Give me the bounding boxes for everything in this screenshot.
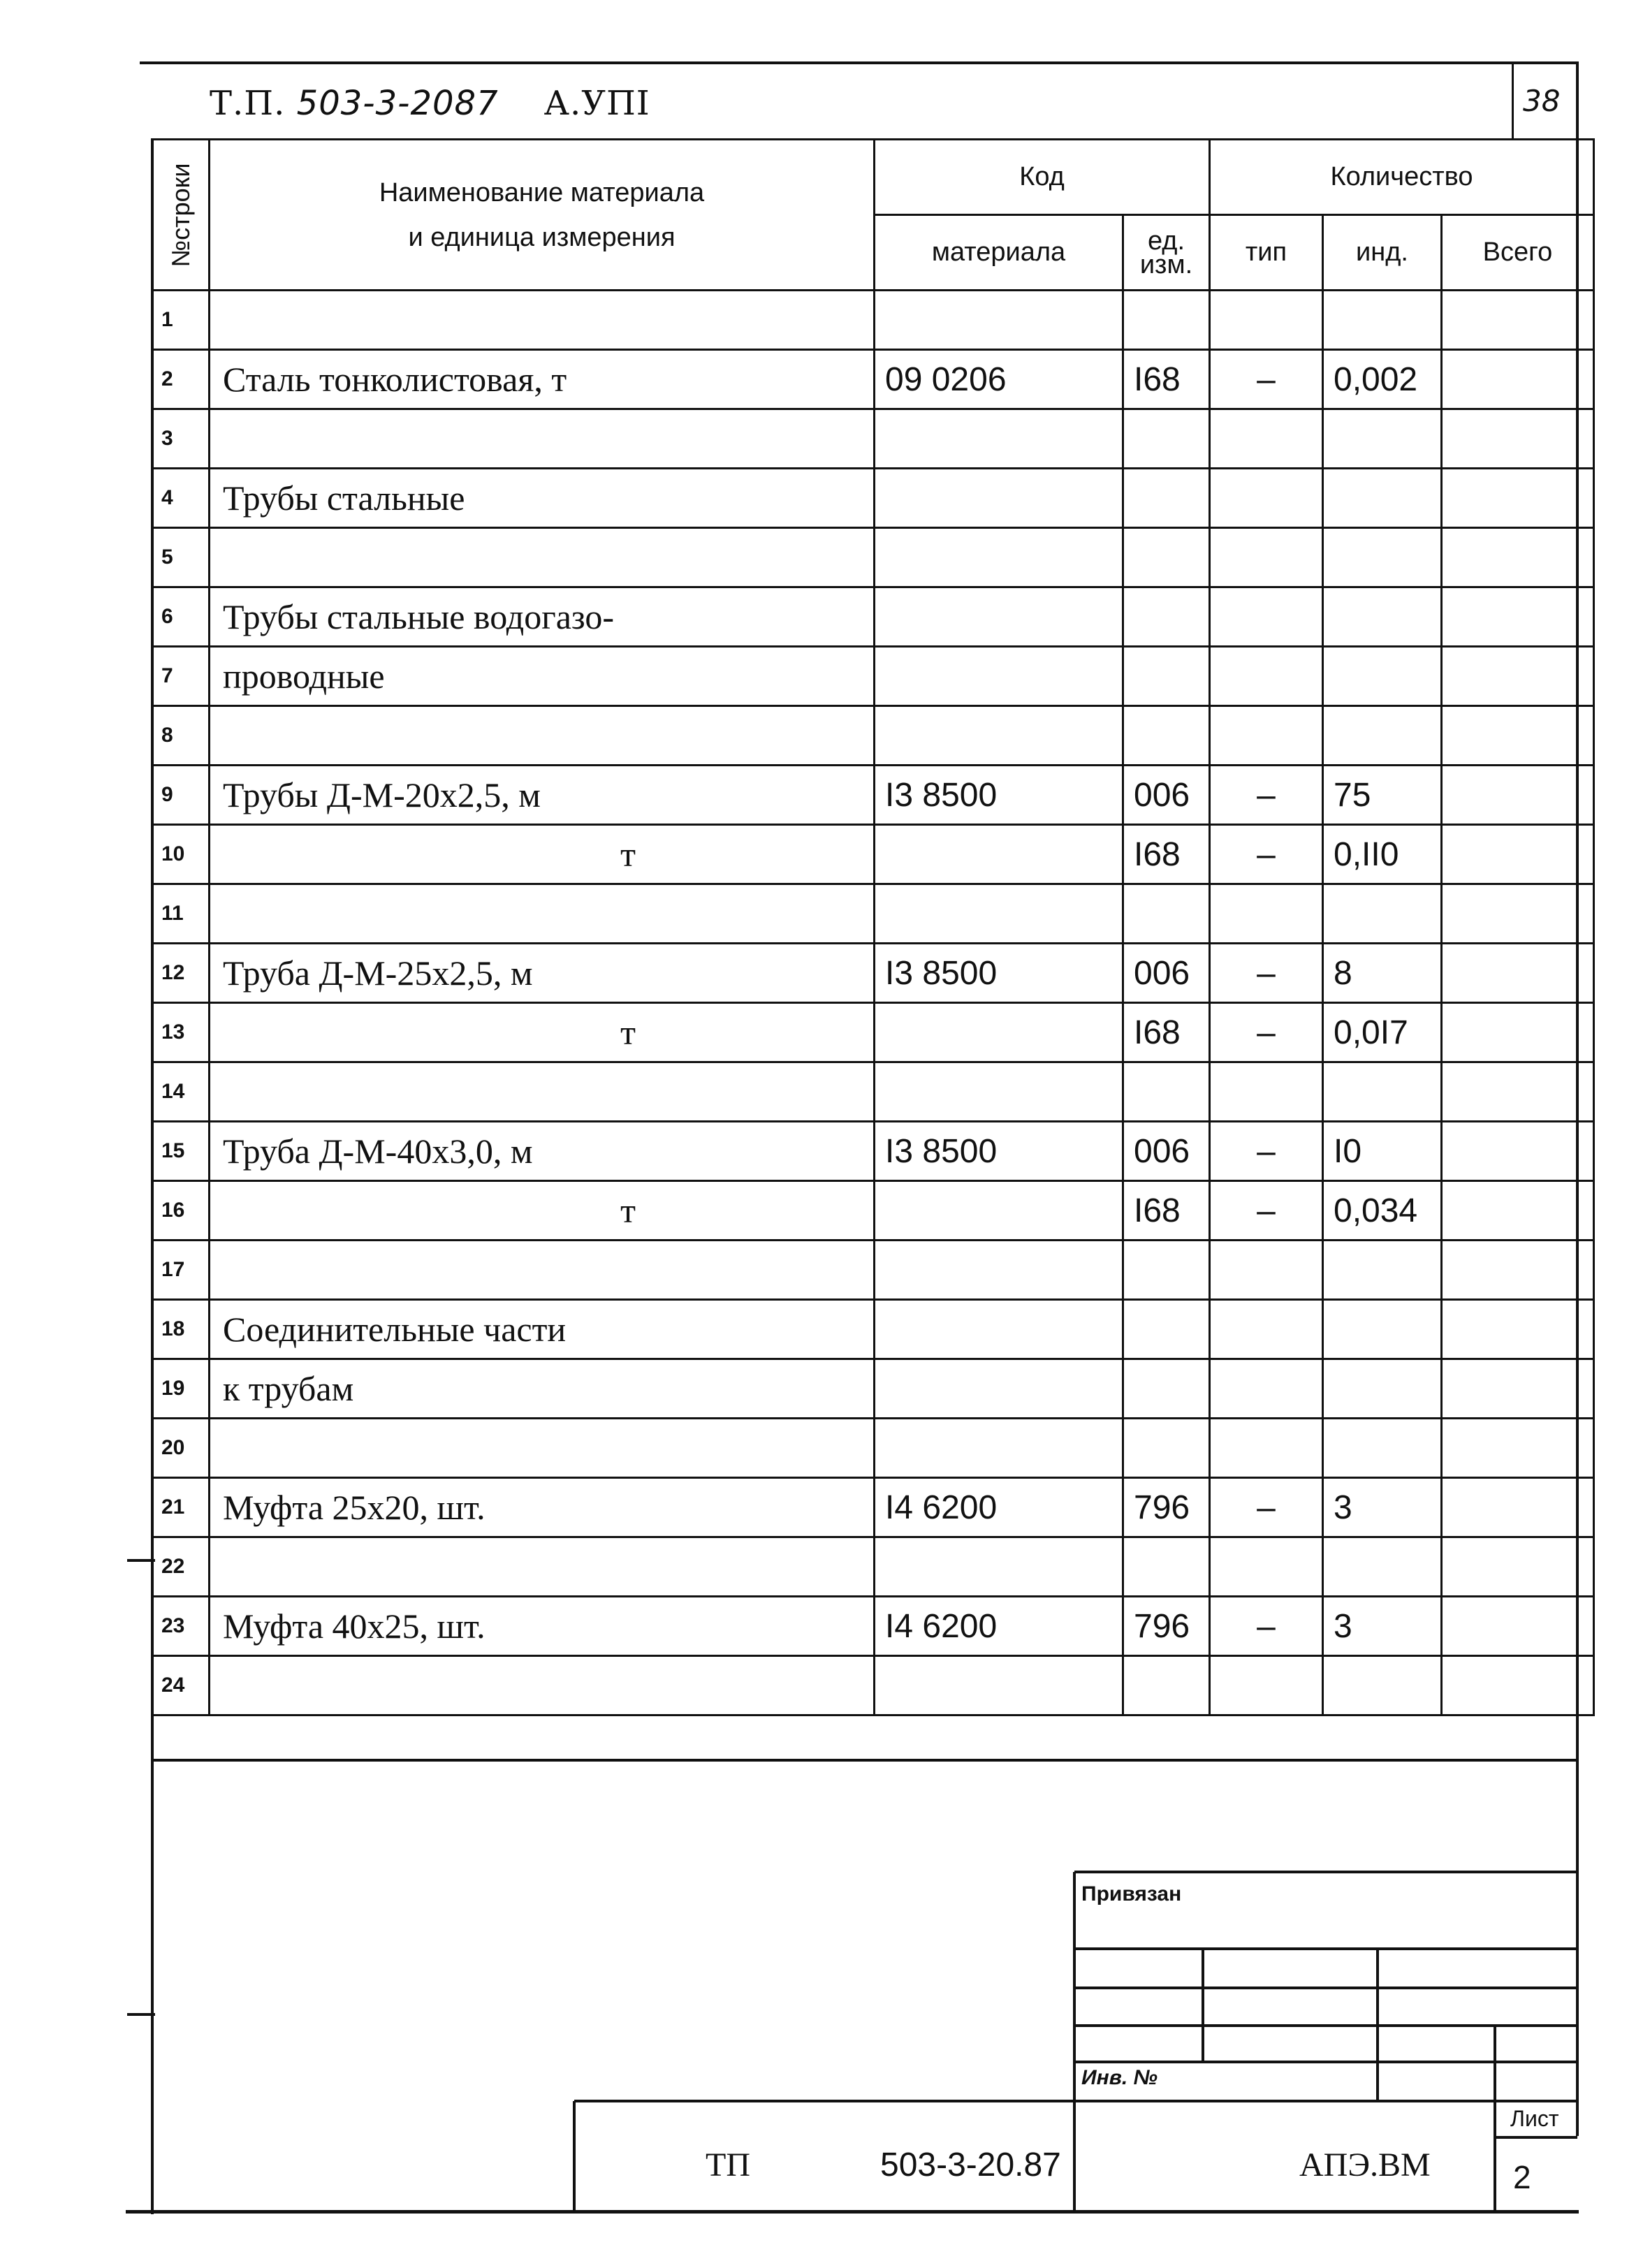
row-number: 3 <box>152 409 210 469</box>
row-number: 1 <box>152 291 210 350</box>
row-number: 7 <box>152 647 210 706</box>
material-name: т <box>210 1003 875 1062</box>
material-name: т <box>210 1181 875 1241</box>
row-number: 2 <box>152 350 210 409</box>
unit-code: I68 <box>1123 825 1210 884</box>
header-type: тип <box>1210 215 1323 291</box>
qty-type: – <box>1210 350 1323 409</box>
header-row-number: №строки <box>152 140 210 291</box>
qty-ind: I0 <box>1323 1122 1442 1181</box>
material-code: I4 6200 <box>875 1597 1123 1656</box>
qty-type: – <box>1210 1181 1323 1241</box>
stamp-project-number: 503-3-20.87 <box>880 2146 1061 2183</box>
row-number: 16 <box>152 1181 210 1241</box>
material-code: I3 8500 <box>875 766 1123 825</box>
qty-ind: 3 <box>1323 1597 1442 1656</box>
row-number: 24 <box>152 1656 210 1715</box>
material-name: к трубам <box>210 1359 875 1419</box>
material-code: I4 6200 <box>875 1478 1123 1537</box>
unit-code: 006 <box>1123 766 1210 825</box>
doc-prefix: Т.П. <box>210 84 286 123</box>
qty-ind: 8 <box>1323 944 1442 1003</box>
unit-code: 796 <box>1123 1478 1210 1537</box>
material-name: Трубы стальные водогазо- <box>210 587 875 647</box>
row-number: 9 <box>152 766 210 825</box>
material-name: Соединительные части <box>210 1300 875 1359</box>
unit-code: 006 <box>1123 1122 1210 1181</box>
material-name: Сталь тонколистовая, т <box>210 350 875 409</box>
row-number: 5 <box>152 528 210 587</box>
stamp-attached-label: Привязан <box>1081 1882 1182 1905</box>
row-number: 4 <box>152 469 210 528</box>
row-number: 13 <box>152 1003 210 1062</box>
unit-code: I68 <box>1123 1003 1210 1062</box>
header-material: материала <box>875 215 1123 291</box>
qty-ind: 3 <box>1323 1478 1442 1537</box>
qty-ind: 0,034 <box>1323 1181 1442 1241</box>
material-name: Труба Д-М-25х2,5, м <box>210 944 875 1003</box>
header-code: Код <box>875 140 1210 215</box>
qty-type: – <box>1210 766 1323 825</box>
row-number: 10 <box>152 825 210 884</box>
header-ind: инд. <box>1323 215 1442 291</box>
qty-ind: 0,0I7 <box>1323 1003 1442 1062</box>
stamp-document-code: АПЭ.ВМ <box>1299 2146 1431 2183</box>
row-number: 15 <box>152 1122 210 1181</box>
stamp-sheet-value: 2 <box>1513 2159 1531 2195</box>
material-name: Муфта 25х20, шт. <box>210 1478 875 1537</box>
material-code: 09 0206 <box>875 350 1123 409</box>
row-number: 6 <box>152 587 210 647</box>
row-number: 20 <box>152 1419 210 1478</box>
row-number: 11 <box>152 884 210 944</box>
qty-type: – <box>1210 1597 1323 1656</box>
sheet-number: 38 <box>1523 84 1561 118</box>
header-quantity: Количество <box>1210 140 1594 215</box>
material-code: I3 8500 <box>875 944 1123 1003</box>
row-number: 19 <box>152 1359 210 1419</box>
row-number: 14 <box>152 1062 210 1122</box>
row-number: 23 <box>152 1597 210 1656</box>
qty-ind: 0,II0 <box>1323 825 1442 884</box>
material-name: Трубы стальные <box>210 469 875 528</box>
doc-number: 503-3-2087 <box>296 84 499 123</box>
material-name: т <box>210 825 875 884</box>
qty-type: – <box>1210 944 1323 1003</box>
material-code: I3 8500 <box>875 1122 1123 1181</box>
unit-code: I68 <box>1123 1181 1210 1241</box>
stamp-sheet-label: Лист <box>1510 2106 1559 2131</box>
qty-ind: 75 <box>1323 766 1442 825</box>
header-name: Наименование материала и единица измерения <box>210 140 875 291</box>
material-name: Труба Д-М-40х3,0, м <box>210 1122 875 1181</box>
header-unit: ед. изм. <box>1123 215 1210 291</box>
qty-ind: 0,002 <box>1323 350 1442 409</box>
qty-type: – <box>1210 825 1323 884</box>
row-number: 8 <box>152 706 210 766</box>
row-number: 17 <box>152 1241 210 1300</box>
material-name: Муфта 40х25, шт. <box>210 1597 875 1656</box>
material-name: проводные <box>210 647 875 706</box>
qty-type: – <box>1210 1003 1323 1062</box>
qty-type: – <box>1210 1478 1323 1537</box>
material-name: Трубы Д-М-20х2,5, м <box>210 766 875 825</box>
row-number: 21 <box>152 1478 210 1537</box>
header-total: Всего <box>1442 215 1594 291</box>
album-code: А.УПI <box>543 84 650 123</box>
unit-code: I68 <box>1123 350 1210 409</box>
unit-code: 796 <box>1123 1597 1210 1656</box>
qty-type: – <box>1210 1122 1323 1181</box>
row-number: 12 <box>152 944 210 1003</box>
row-number: 18 <box>152 1300 210 1359</box>
unit-code: 006 <box>1123 944 1210 1003</box>
row-number: 22 <box>152 1537 210 1597</box>
stamp-inventory-label: Инв. № <box>1081 2066 1158 2089</box>
stamp-tp: ТП <box>706 2146 750 2183</box>
